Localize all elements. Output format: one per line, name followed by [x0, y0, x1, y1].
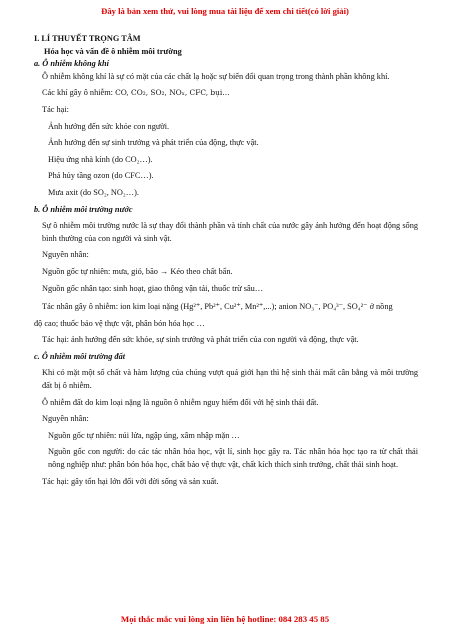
water-pollution-definition: Sự ô nhiễm môi trường nước là sự thay đổi thành phần và tính chất của nước gây ảnh hưởng đến hoạt động sống bình thường của con người và sinh vật. [42, 221, 418, 243]
water-cause-label: Nguyên nhân: [42, 250, 89, 260]
soil-heavy-metals: Ô nhiễm đất do kim loại nặng là nguồn ô nhiễm nguy hiểm đối với hệ sinh thái đất. [42, 397, 319, 407]
soil-harm: Tác hại: gây tổn hại lớn đối với đời sống và sản xuất. [42, 476, 219, 486]
preview-notice-banner: Đây là bản xem thử, vui lòng mua tài liệu để xem chi tiết(có lời giải) [101, 6, 349, 16]
air-harm-item: Ảnh hưởng đến sự sinh trưởng và phát triển của động, thực vật. [48, 138, 259, 148]
air-harm-item: Ảnh hưởng đến sức khỏe con người. [48, 121, 170, 131]
air-pollution-definition: Ô nhiễm không khí là sự có mặt của các chất lạ hoặc sự biến đổi quan trọng trong thành phần không khí. [42, 71, 390, 81]
water-cause-item: Nguồn gốc tự nhiên: mưa, gió, bão → Kéo theo chất bẩn. [42, 266, 233, 276]
water-pollutant-agents: Tác nhân gây ô nhiễm: ion kim loại nặng (Hg²⁺, Pb²⁺, Cu²⁺, Mn²⁺,...); anion NO₃⁻, PO₄³⁻, SO₄²⁻ ở nồng [42, 302, 393, 312]
air-harm-item: Hiệu ứng nhà kính (do CO₂…). [48, 154, 153, 164]
soil-pollution-definition: Khi có mặt một số chất và hàm lượng của chúng vượt quá giới hạn thì hệ sinh thái mất cân bằng và môi trường đất bị ô nhiễm. [42, 368, 418, 391]
soil-cause-item: Nguồn gốc con người: do các tác nhân hóa học, vật lí, sinh học gây ra. Tác nhân hóa học tạo ra từ chất thải nông nghiệp như: phân bón hóa học, chất bảo vệ thực vật, chất kích thích sinh trưởng, chất thải sinh hoạt. [48, 447, 418, 470]
soil-cause-item: Nguồn gốc tự nhiên: núi lửa, ngập úng, xâm nhập mặn … [48, 430, 240, 440]
soil-cause-label: Nguyên nhân: [42, 414, 89, 424]
subtitle: Hóa học và vấn đề ô nhiễm môi trường [44, 46, 182, 56]
section-title: I. LÍ THUYẾT TRỌNG TÂM [34, 34, 141, 43]
water-harm: Tác hại: ảnh hưởng đến sức khỏe, sự sinh trưởng và phát triển của con người và động, thực vật. [42, 335, 359, 345]
heading-air-pollution: a. Ô nhiễm không khí [34, 59, 109, 69]
heading-water-pollution: b. Ô nhiễm môi trường nước [34, 204, 133, 214]
water-pollutant-agents-cont: độ cao; thuốc bảo vệ thực vật, phân bón hóa học … [34, 318, 205, 328]
air-harm-label: Tác hại: [42, 104, 69, 114]
air-harm-item: Mưa axit (do SO₂, NO₂…). [48, 187, 139, 197]
air-pollutants [34, 87, 418, 100]
air-pollutants-label: Các khí gây ô nhiễm: [42, 88, 113, 98]
hotline-footer-banner: Mọi thắc mắc vui lòng xin liên hệ hotline: 084 283 45 85 [120, 614, 330, 624]
document-body [34, 28, 418, 488]
heading-soil-pollution: c. Ô nhiễm môi trường đất [34, 351, 126, 361]
air-pollutants-formula: CO, CO₂, SO₂, NOₓ, CFC, bụi… [115, 88, 230, 98]
water-cause-item: Nguồn gốc nhân tạo: sinh hoạt, giao thông vận tải, thuốc trừ sâu… [42, 283, 264, 293]
air-harm-item: Phá hủy tầng ozon (do CFC…). [48, 171, 154, 181]
